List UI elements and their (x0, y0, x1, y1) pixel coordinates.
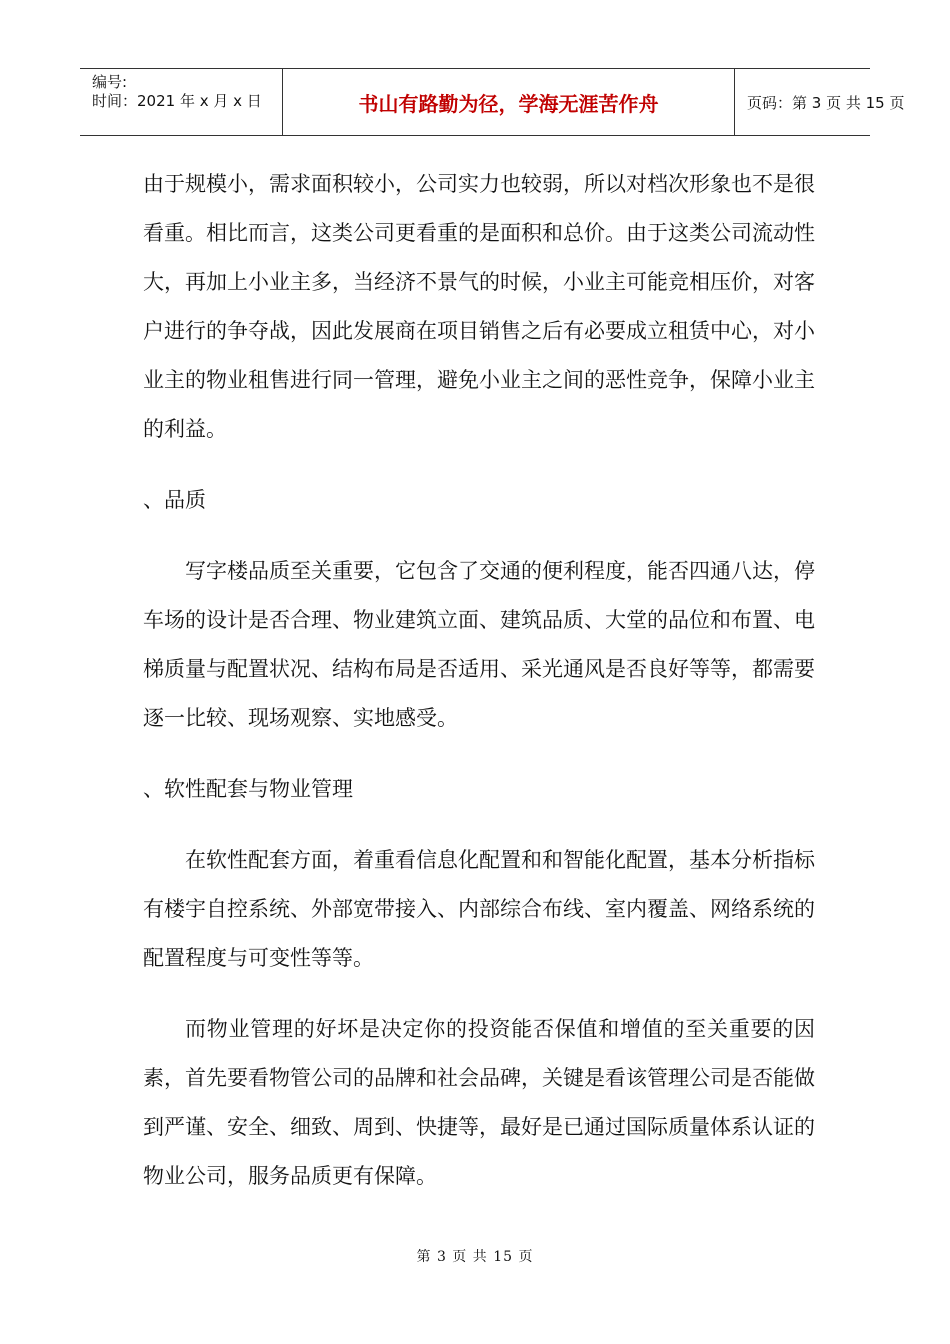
header-page-cell (735, 69, 905, 136)
serial-number-label: 编号: (92, 73, 128, 91)
header-motto: 书山有路勤为径，学海无涯苦作舟 (358, 92, 659, 116)
header-motto-cell (282, 69, 735, 136)
page-footer: 第 3 页 共 15 页 (416, 1249, 534, 1265)
date-label: 时间：2021 年 x 月 x 日 (92, 92, 262, 110)
header-page-info: 页码：第 3 页 共 15 页 (747, 94, 905, 112)
document-body (143, 160, 815, 1223)
paragraph-tenant-profile: 由于规模小，需求面积较小，公司实力也较弱，所以对档次形象也不是很看重。相比而言，这类公司更看重的是面积和总价。由于这类公司流动性大，再加上小业主多，当经济不景气的时候，小业主可能竞相压价，对客户进行的争夺战，因此发展商在项目销售之后有必要成立租赁中心，对小业主的物业租售进行同一管理，避免小业主之间的恶性竞争，保障小业主的利益。 (143, 172, 815, 441)
paragraph-property-management: 而物业管理的好坏是决定你的投资能否保值和增值的至关重要的因素，首先要看物管公司的品牌和社会品碑，关键是看该管理公司是否能做到严谨、安全、细致、周到、快捷等，最好是已通过国际质量体系认证的物业公司，服务品质更有保障。 (143, 1017, 815, 1188)
section-heading-quality: 、品质 (143, 488, 206, 512)
paragraph-quality: 写字楼品质至关重要，它包含了交通的便利程度，能否四通八达，停车场的设计是否合理、物业建筑立面、建筑品质、大堂的品位和布置、电梯质量与配置状况、结构布局是否适用、采光通风是否良好等等，都需要逐一比较、现场观察、实地感受。 (143, 559, 815, 730)
paragraph-soft-facilities: 在软性配套方面，着重看信息化配置和和智能化配置，基本分析指标有楼宇自控系统、外部宽带接入、内部综合布线、室内覆盖、网络系统的配置程度与可变性等等。 (143, 848, 815, 970)
header-meta-cell (80, 69, 282, 136)
page-header (80, 68, 905, 136)
section-heading-soft-facilities: 、软性配套与物业管理 (143, 777, 353, 801)
